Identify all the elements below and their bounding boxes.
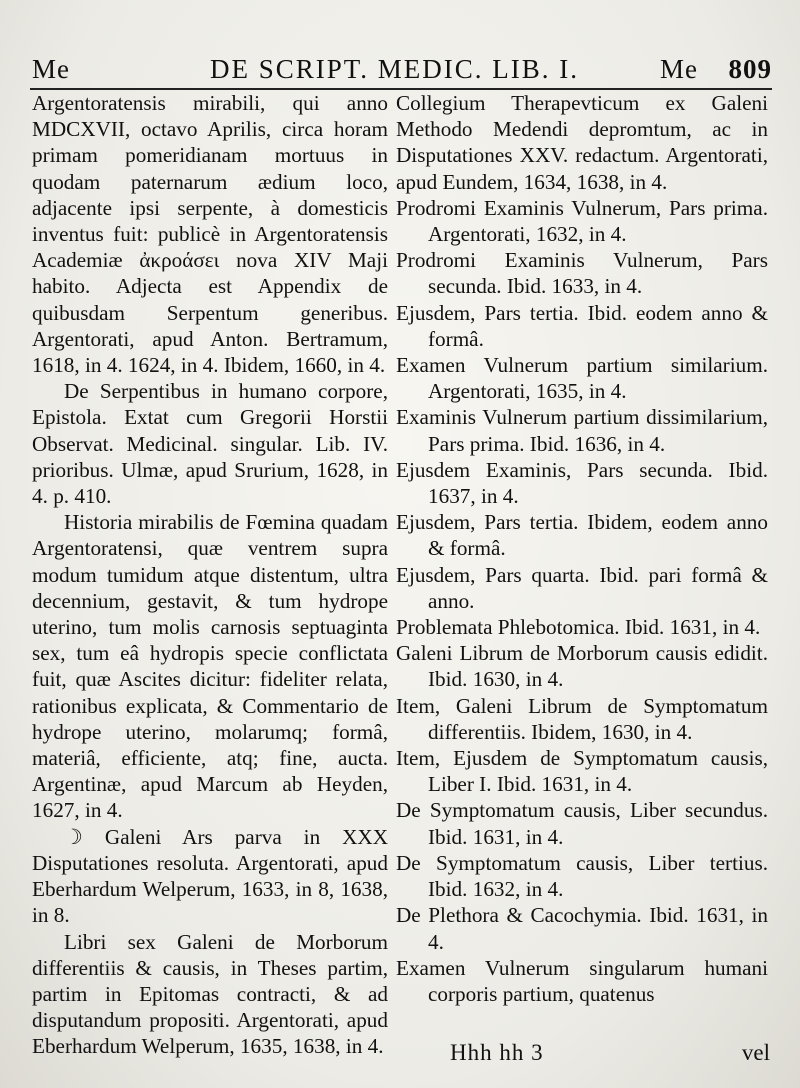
left-paragraph: ☽ Galeni Ars parva in XXX Disputationes resoluta. Argentorati, apud Eberhardum Welperum, 1633, in 8, 1638, in 8. [32,824,388,928]
right-entry: Item, Ejusdem de Symptomatum causis, Liber I. Ibid. 1631, in 4. [396,746,768,797]
right-column [396,90,768,1007]
running-header [32,50,772,86]
left-paragraph: Libri sex Galeni de Morborum differentiis & causis, in Theses partim, partim in Epitomas contracti, & ad disputandum propositi. Argentorati, apud Eberhardum Welperum, 1635, 1638, in 4. [32,929,388,1059]
right-entry: Prodromi Examinis Vulnerum, Pars secunda. Ibid. 1633, in 4. [396,248,768,299]
right-entry: Collegium Therapevticum ex Galeni Methodo Medendi depromtum, ac in Disputationes XXV. redactum. Argentorati, apud Eundem, 1634, 1638, in 4. [396,91,768,194]
page-number: 809 [728,54,772,84]
right-entry: Ejusdem Examinis, Pars secunda. Ibid. 1637, in 4. [396,457,768,509]
page-footer [450,1040,780,1074]
right-entry: Item, Galeni Librum de Symptomatum differentiis. Ibidem, 1630, in 4. [396,693,768,744]
right-entry: De Symptomatum causis, Liber secundus. Ibid. 1631, in 4. [396,798,768,849]
left-paragraph: De Serpentibus in humano corpore, Epistola. Extat cum Gregorii Horstii Observat. Medicinal. singular. Lib. IV. prioribus. Ulmæ, apud Srurium, 1628, in 4. p. 410. [32,379,388,509]
right-entry: Prodromi Examinis Vulnerum, Pars prima. Argentorati, 1632, in 4. [396,195,768,247]
header-left-word: Me [32,54,70,84]
right-entry: De Symptomatum causis, Liber tertius. Ibid. 1632, in 4. [396,850,768,902]
left-paragraph: Argentoratensis mirabili, qui anno MDCXVII, octavo Aprilis, circa horam primam pomeridianam mortuus in quodam paternarum ædium loco, adjacente ipsi serpente, à domesticis inventus fuit: publicè in Argentoratensis Academiæ ἀκροάσει nova XIV Maji habito. Adjecta est Appendix de quibusdam Serpentum generibus. Argentorati, apud Anton. Bertramum, 1618, in 4. 1624, in 4. Ibidem, 1660, in 4. [32,91,388,378]
right-entry: Ejusdem, Pars tertia. Ibidem, eodem anno & formâ. [396,510,768,561]
left-paragraph: Historia mirabilis de Fœmina quadam Argentoratensi, quæ ventrem supra modum tumidum atque distentum, ultra decennium, gestavit, & tum hydrope uterino, tum molis carnosis septuaginta sex, tum eâ hydropis specie conflictata fuit, quæ Ascites dicitur: fideliter relata, rationibus explicata, & Commentario de hydrope uterino, molarumq; formâ, materiâ, efficiente, atq; fine, aucta. Argentinæ, apud Marcum ab Heyden, 1627, in 4. [32,510,388,823]
right-entry: Problemata Phlebotomica. Ibid. 1631, in 4. [396,615,761,640]
right-entry: Galeni Librum de Morborum causis edidit. Ibid. 1630, in 4. [396,641,768,692]
right-entry: Examinis Vulnerum partium dissimilarium, Pars prima. Ibid. 1636, in 4. [396,405,768,456]
right-entry: De Plethora & Cacochymia. Ibid. 1631, in 4. [396,903,768,954]
header-right-word: Me [660,54,698,84]
right-entry: Examen Vulnerum singularum humani corporis partium, quatenus [396,955,768,1006]
right-entry: Ejusdem, Pars tertia. Ibid. eodem anno & formâ. [396,300,768,351]
right-entry: Examen Vulnerum partium similarium. Argentorati, 1635, in 4. [396,353,768,404]
left-column [32,90,388,1060]
catchword: vel [741,1040,770,1065]
signature-mark: Hhh hh 3 [450,1040,544,1065]
header-title: DE SCRIPT. MEDIC. LIB. I. [210,54,580,84]
right-entry: Ejusdem, Pars quarta. Ibid. pari formâ & anno. [396,562,768,613]
